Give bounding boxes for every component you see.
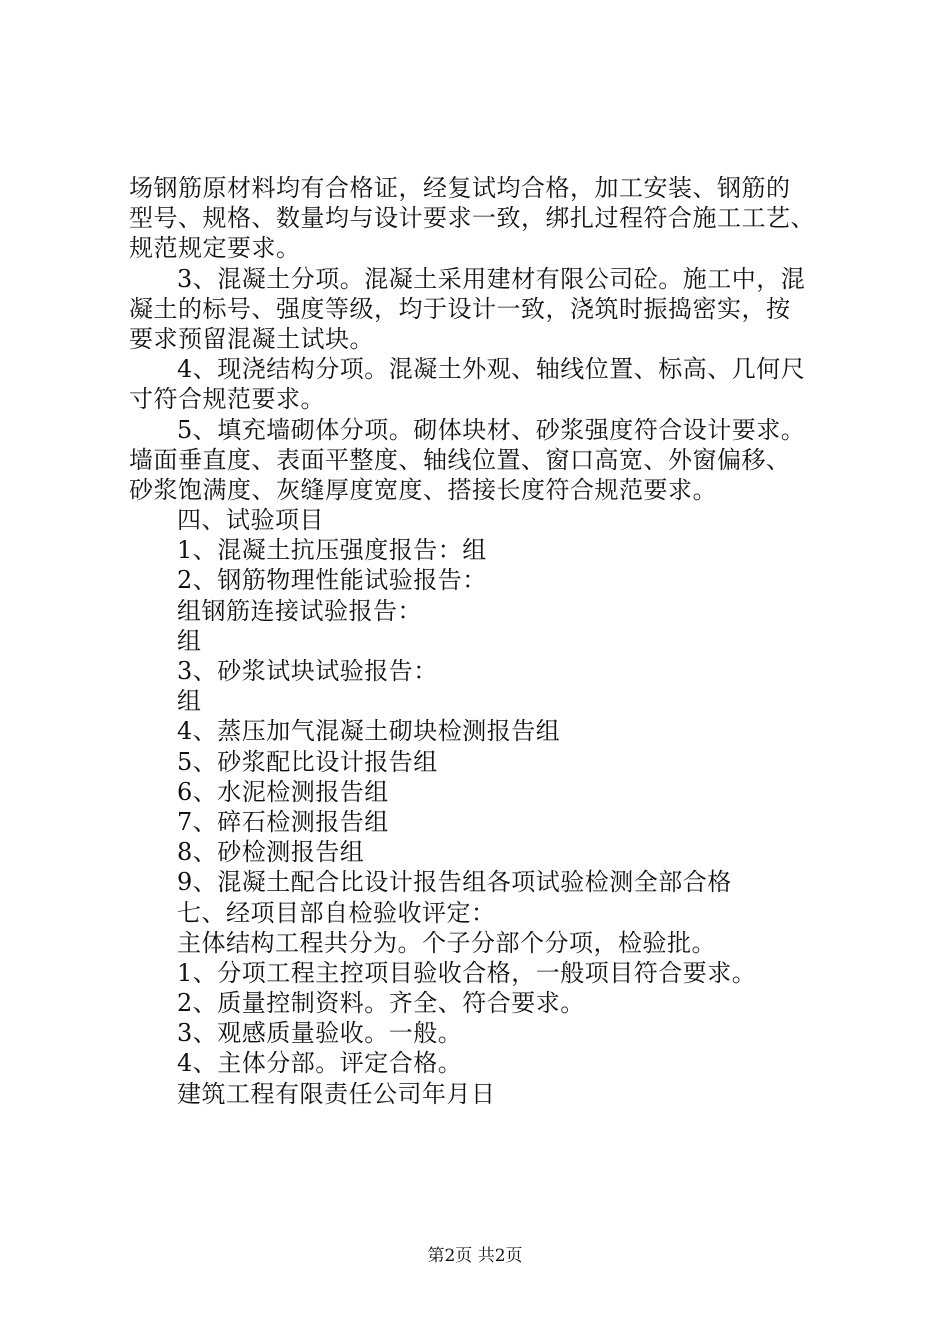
- text-line: 3、观感质量验收。一般。: [177, 1019, 463, 1048]
- text-line: 4、主体分部。评定合格。: [177, 1049, 463, 1078]
- text-line: 主体结构工程共分为。个子分部个分项，检验批。: [177, 928, 716, 957]
- text-line: 组钢筋连接试验报告：: [177, 596, 422, 625]
- text-line: 组: [177, 687, 202, 716]
- page-footer: 第2页 共2页: [427, 1246, 523, 1266]
- text-line: 四、试验项目: [177, 506, 324, 535]
- text-line: 组: [177, 626, 202, 655]
- document-body: [129, 173, 859, 1109]
- text-line: 1、分项工程主控项目验收合格，一般项目符合要求。: [177, 958, 757, 987]
- text-line: 寸符合规范要求。: [129, 385, 325, 414]
- text-line: 5、填充墙砌体分项。砌体块材、砂浆强度符合设计要求。: [177, 415, 806, 444]
- text-line: 墙面垂直度、表面平整度、轴线位置、窗口高宽、外窗偏移、: [129, 445, 791, 474]
- text-line: 4、蒸压加气混凝土砌块检测报告组: [177, 717, 561, 746]
- text-line: 规范规定要求。: [129, 234, 301, 263]
- text-line: 1、混凝土抗压强度报告：组: [177, 536, 487, 565]
- text-line: 7、碎石检测报告组: [177, 807, 389, 836]
- text-line: 3、混凝土分项。混凝土采用建材有限公司砼。施工中，混: [177, 264, 806, 293]
- text-line: 3、砂浆试块试验报告：: [177, 657, 438, 685]
- text-line: 建筑工程有限责任公司年月日: [177, 1079, 496, 1108]
- text-line: 2、钢筋物理性能试验报告：: [177, 566, 487, 595]
- text-line: 型号、规格、数量均与设计要求一致，绑扎过程符合施工工艺、: [129, 204, 815, 233]
- text-line: 8、砂检测报告组: [177, 838, 365, 867]
- text-line: 4、现浇结构分项。混凝土外观、轴线位置、标高、几何尺: [177, 355, 806, 384]
- text-line: 2、质量控制资料。齐全、符合要求。: [177, 989, 585, 1018]
- text-line: 砂浆饱满度、灰缝厚度宽度、搭接长度符合规范要求。: [129, 475, 717, 504]
- text-line: 6、水泥检测报告组: [177, 777, 389, 806]
- text-line: 要求预留混凝土试块。: [129, 324, 374, 353]
- text-line: 场钢筋原材料均有合格证，经复试均合格，加工安装、钢筋的: [129, 174, 791, 202]
- text-line: 凝土的标号、强度等级，均于设计一致，浇筑时振捣密实，按: [129, 294, 791, 323]
- text-line: 5、砂浆配比设计报告组: [177, 747, 438, 776]
- text-line: 9、混凝土配合比设计报告组各项试验检测全部合格: [177, 868, 732, 897]
- text-line: 七、经项目部自检验收评定：: [177, 898, 496, 927]
